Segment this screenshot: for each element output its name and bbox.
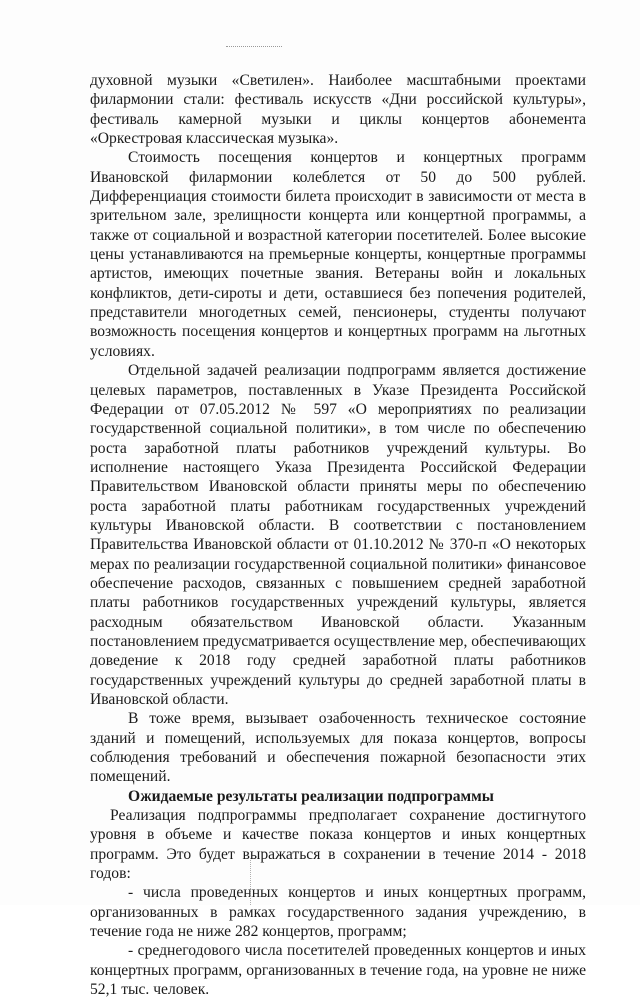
document-body [90, 71, 586, 1000]
scan-artifact-top [226, 46, 282, 49]
paragraph-building-condition: В тоже время, вызывает озабоченность техническое состояние зданий и помещений, используемых для показа концертов, вопросы соблюдения требований и обеспечения пожарной безопасности этих помещений. [90, 710, 586, 786]
paragraph-results-intro: Реализация подпрограммы предполагает сохранение достигнутого уровня в объеме и качестве показа концертов и иных концертных программ. Это будет выражаться в сохранении в течение 2014 - 2018 годов: [90, 807, 586, 883]
results-list-item: - числа проведенных концертов и иных концертных программ, организованных в рамках государственного задания учреждению, в течение года не ниже 282 концертов, программ; [90, 884, 586, 941]
paragraph-salary-targets: Отдельной задачей реализации подпрограмм является достижение целевых параметров, поставленных в Указе Президента Российской Федерации от 07.05.2012 № 597 «О мероприятиях по реализации государственной социальной политики», в том числе по обеспечению роста заработной платы работников учреждений культуры. Во исполнение настоящего Указа Президента Российской Федерации Правительством Ивановской области приняты меры по обеспечению роста заработной платы работникам государственных учреждений культуры Ивановской области. В соответствии с постановлением Правительства Ивановской области от 01.10.2012 № 370-п «О некоторых мерах по реализации государственной социальной политики» финансовое обеспечение расходов, связанных с повышением средней заработной платы работников государственных учреждений культуры, является расходным обязательством Ивановской области. Указанным постановлением предусматривается осуществление мер, обеспечивающих доведение к 2018 году средней заработной платы работников государственных учреждений культуры до средней заработной платы в Ивановской области. [90, 362, 586, 708]
paragraph-philharmonic-projects: духовной музыки «Светилен». Наиболее масштабными проектами филармонии стали: фестиваль искусств «Дни российской культуры», фестиваль камерной музыки и циклы концертов абонемента «Оркестровая классическая музыка». [90, 72, 586, 148]
section-heading-expected-results: Ожидаемые результаты реализации подпрограммы [128, 787, 494, 805]
scan-artifact-bottom [250, 860, 252, 905]
results-list-item: - среднегодового числа посетителей проведенных концертов и иных концертных программ, организованных в течение года, на уровне не ниже 52,1 тыс. человек. [90, 942, 586, 999]
paragraph-ticket-prices: Стоимость посещения концертов и концертных программ Ивановской филармонии колеблется от 50 до 500 рублей. Дифференциация стоимости билета происходит в зависимости от места в зрительном зале, зрелищности концерта или концертной программы, а также от социальной и возрастной категории посетителей. Более высокие цены устанавливаются на премьерные концерты, концертные программы артистов, имеющих почетные звания. Ветераны войн и локальных конфликтов, дети-сироты и дети, оставшиеся без попечения родителей, представители многодетных семей, пенсионеры, студенты получают возможность посещения концертов и концертных программ на льготных условиях. [90, 149, 586, 360]
